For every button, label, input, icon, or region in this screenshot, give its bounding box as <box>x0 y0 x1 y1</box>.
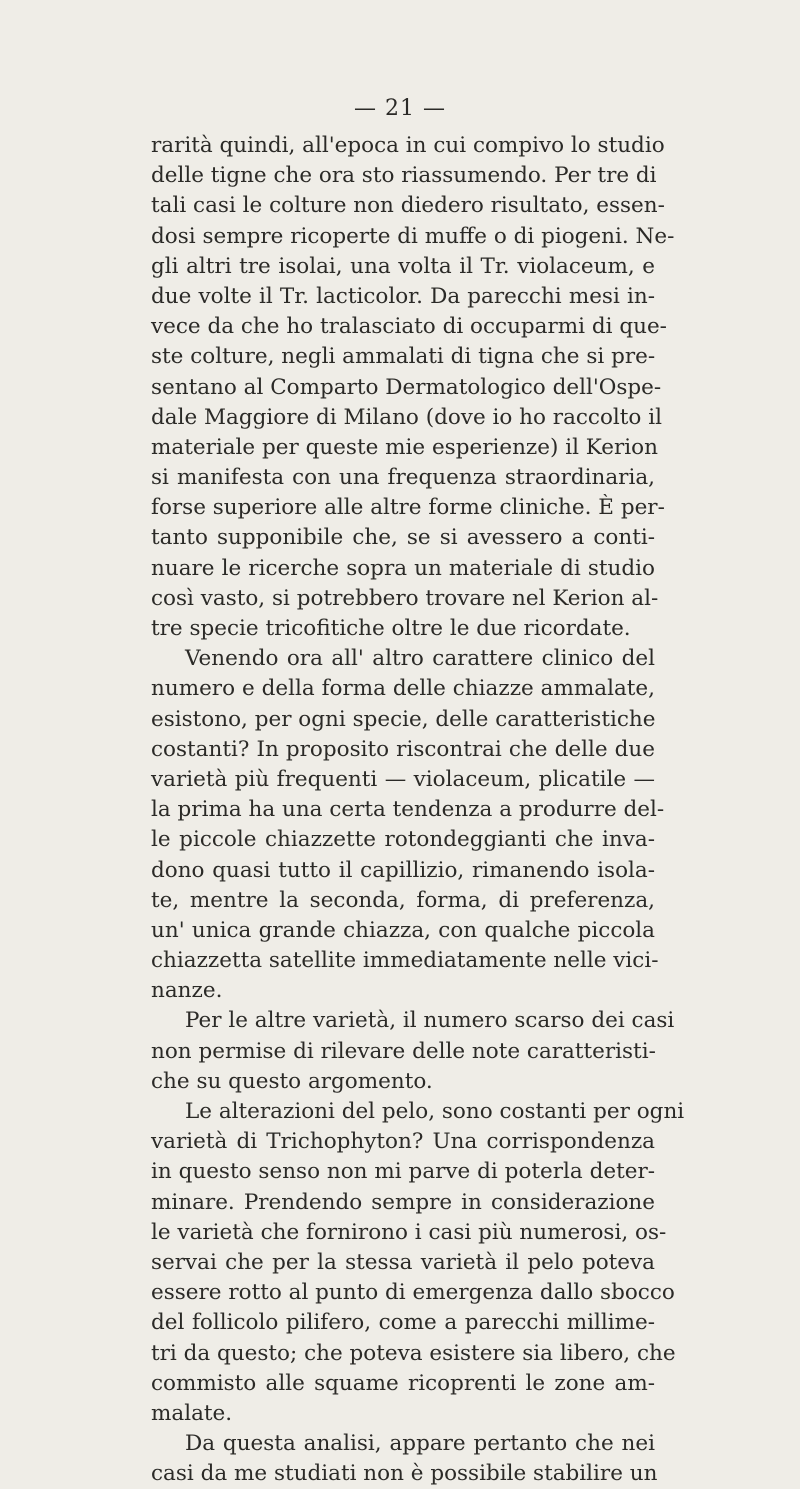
text-line: non permise di rilevare delle note caratteristi- <box>151 1038 656 1064</box>
paragraph <box>151 1097 685 1429</box>
text-line: varietà di Trichophyton? Una corrispondenza <box>151 1129 655 1155</box>
text-line: tri da questo; che poteva esistere sia libero, che <box>151 1340 676 1366</box>
text-line: tre specie tricofitiche oltre le due ricordate. <box>151 616 631 641</box>
text-line: commisto alle squame ricoprenti le zone am- <box>151 1370 655 1396</box>
text-line: casi da me studiati non è possibile stabilire un <box>151 1461 658 1487</box>
paragraph <box>151 131 675 644</box>
text-line: la prima ha una certa tendenza a produrre del- <box>151 797 665 823</box>
text-line: del follicolo pilifero, come a parecchi millime- <box>151 1310 655 1336</box>
text-line: delle tigne che ora sto riassumendo. Per tre di <box>151 163 657 189</box>
text-line: varietà più frequenti — violaceum, plicatile — <box>151 766 655 792</box>
text-line: tanto supponibile che, se si avessero a conti- <box>151 525 655 551</box>
text-line: forse superiore alle altre forme cliniche. È per- <box>151 495 665 521</box>
text-line: te, mentre la seconda, forma, di preferenza, <box>151 887 655 913</box>
text-line: Venendo ora all' altro carattere clinico del <box>185 646 655 672</box>
text-line: minare. Prendendo sempre in considerazione <box>151 1189 655 1215</box>
paragraph <box>151 1006 675 1097</box>
text-line: materiale per queste mie esperienze) il Kerion <box>151 434 658 460</box>
text-line: che su questo argomento. <box>151 1068 433 1094</box>
text-line: dono quasi tutto il capillizio, rimanendo isola- <box>151 857 655 883</box>
paragraph <box>151 644 665 1006</box>
body-text <box>151 131 685 1489</box>
text-line: si manifesta con una frequenza straordinaria, <box>151 465 655 491</box>
text-line: un' unica grande chiazza, con qualche piccola <box>151 917 655 943</box>
text-line: ste colture, negli ammalati di tigna che si pre- <box>151 344 656 370</box>
text-line: costanti? In proposito riscontrai che delle due <box>151 736 655 762</box>
text-line: Le alterazioni del pelo, sono costanti per ogni <box>185 1099 685 1124</box>
text-line: in questo senso non mi parve di poterla deter- <box>151 1159 655 1185</box>
text-line: nuare le ricerche sopra un materiale di studio <box>151 555 655 581</box>
paragraph <box>151 1429 658 1489</box>
text-line: due volte il Tr. lacticolor. Da parecchi mesi in- <box>151 283 655 309</box>
text-line: malate. <box>151 1400 233 1426</box>
text-line: essere rotto al punto di emergenza dallo sbocco <box>151 1280 675 1306</box>
text-line: servai che per la stessa varietà il pelo poteva <box>151 1249 655 1275</box>
text-line: le piccole chiazzette rotondeggianti che inva- <box>151 827 655 853</box>
text-line: le varietà che fornirono i casi più numerosi, os- <box>151 1219 667 1245</box>
text-line: dosi sempre ricoperte di muffe o di piogeni. Ne- <box>151 223 675 249</box>
page-number: — 21 — <box>354 96 446 121</box>
text-line: numero e della forma delle chiazze ammalate, <box>151 676 655 702</box>
text-line: così vasto, si potrebbero trovare nel Kerion al- <box>151 585 659 611</box>
text-line: Per le altre varietà, il numero scarso dei casi <box>185 1008 675 1034</box>
text-line: tali casi le colture non diedero risultato, essen- <box>151 193 665 219</box>
text-line: gli altri tre isolai, una volta il Tr. violaceum, e <box>151 253 655 279</box>
text-line: chiazzetta satellite immediatamente nelle vici- <box>151 948 659 974</box>
text-line: rarità quindi, all'epoca in cui compivo lo studio <box>151 133 665 158</box>
text-line: nanze. <box>151 978 223 1004</box>
text-line: esistono, per ogni specie, delle caratteristiche <box>151 706 656 732</box>
text-line: sentano al Comparto Dermatologico dell'Ospe- <box>151 374 662 400</box>
text-line: vece da che ho tralasciato di occuparmi di que- <box>151 314 667 340</box>
text-line: dale Maggiore di Milano (dove io ho raccolto il <box>151 404 662 430</box>
text-line: Da questa analisi, appare pertanto che nei <box>185 1431 655 1457</box>
